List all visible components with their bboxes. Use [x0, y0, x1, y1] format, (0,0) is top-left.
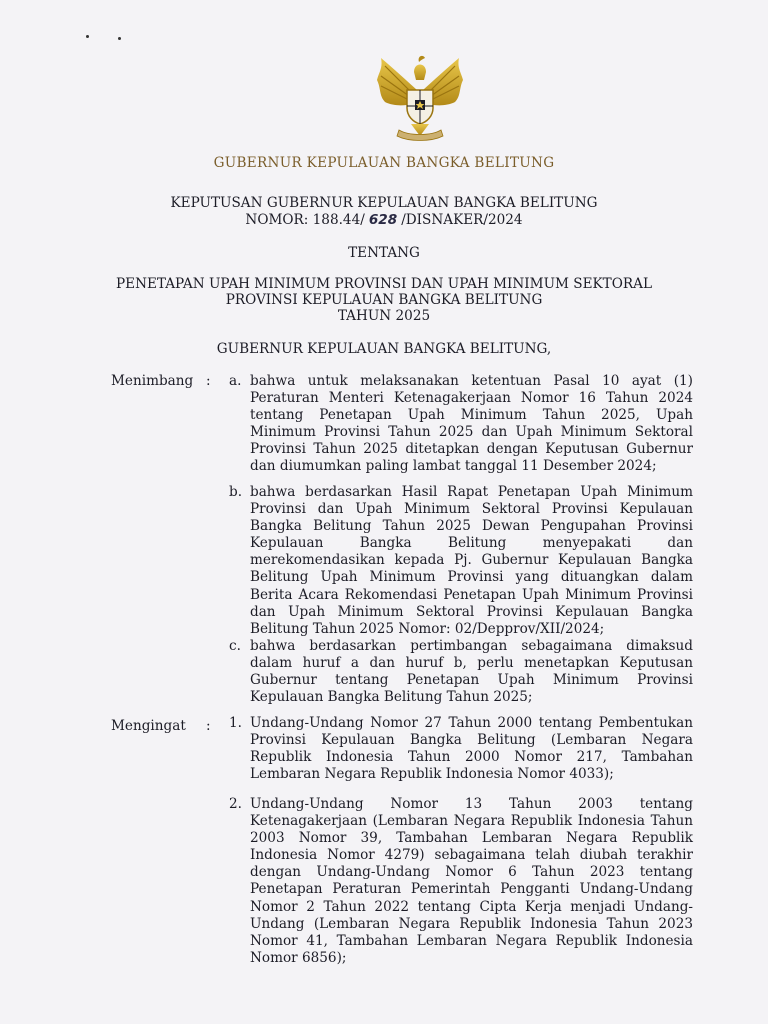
mengingat-colon: : [206, 718, 211, 734]
subject-line-2: PROVINSI KEPULAUAN BANGKA BELITUNG [225, 292, 543, 308]
governor-heading: GUBERNUR KEPULAUAN BANGKA BELITUNG, [216, 341, 552, 357]
decree-number-handwritten: 628 [368, 212, 398, 228]
menimbang-colon: : [206, 373, 211, 389]
mengingat-item-2: Undang-Undang Nomor 13 Tahun 2003 tentang Ketenagakerjaan (Lembaran Negara Republik Indonesia Tahun 2003 Nomor 39, Tambahan Lembaran Negara Republik Indonesia Nomor 4279) sebagaimana telah diubah terakhir dengan Undang-Undang Nomor 6 Tahun 2023 tentang Penetapan Peraturan Pemerintah Pengganti Undang-Undang Nomor 2 Tahun 2022 tentang Cipta Kerja menjadi Undang-Undang (Lembaran Negara Republik Indonesia Tahun 2023 Nomor 41, Tambahan Lembaran Negara Republik Indonesia Nomor 6856); [250, 796, 693, 966]
mengingat-marker-2: 2. [229, 796, 242, 812]
tentang-heading: TENTANG [348, 245, 420, 261]
governor-letterhead: GUBERNUR KEPULAUAN BANGKA BELITUNG [213, 155, 555, 171]
scan-speck [118, 37, 121, 40]
menimbang-marker-c: c. [229, 638, 241, 654]
garuda-emblem-icon [371, 50, 469, 142]
subject-line-1: PENETAPAN UPAH MINIMUM PROVINSI DAN UPAH MINIMUM SEKTORAL [116, 276, 652, 292]
menimbang-item-b: bahwa berdasarkan Hasil Rapat Penetapan Upah Minimum Provinsi dan Upah Minimum Sektoral Provinsi Kepulauan Bangka Belitung Tahun 2025 Dewan Pengupahan Provinsi Kepulauan Bangka Belitung menyepakati dan merekomendasikan kepada Pj. Gubernur Kepulauan Bangka Belitung Upah Minimum Provinsi yang dituangkan dalam Berita Acara Rekomendasi Penetapan Upah Minimum Provinsi dan Upah Minimum Sektoral Provinsi Kepulauan Bangka Belitung Tahun 2025 Nomor: 02/Depprov/XII/2024; [250, 484, 693, 637]
decree-number [0, 212, 768, 229]
menimbang-item-a: bahwa untuk melaksanakan ketentuan Pasal 10 ayat (1) Peraturan Menteri Ketenagakerjaan Nomor 16 Tahun 2024 tentang Penetapan Upah Minimum Tahun 2025, Upah Minimum Provinsi Tahun 2025 dan Upah Minimum Sektoral Provinsi Tahun 2025 ditetapkan dengan Keputusan Gubernur dan diumumkan paling lambat tanggal 11 Desember 2024; [250, 373, 693, 475]
menimbang-marker-a: a. [229, 373, 242, 389]
subject-line-3: TAHUN 2025 [337, 308, 431, 324]
menimbang-marker-b: b. [229, 484, 243, 500]
decree-title: KEPUTUSAN GUBERNUR KEPULAUAN BANGKA BELITUNG [170, 195, 598, 211]
decree-number-suffix: /DISNAKER/2024 [401, 212, 523, 228]
menimbang-label: Menimbang [111, 373, 194, 389]
menimbang-item-c: bahwa berdasarkan pertimbangan sebagaimana dimaksud dalam huruf a dan huruf b, perlu menetapkan Keputusan Gubernur tentang Penetapan Upah Minimum Provinsi Kepulauan Bangka Belitung Tahun 2025; [250, 638, 693, 706]
mengingat-label: Mengingat [111, 718, 186, 734]
decree-number-prefix: NOMOR: 188.44/ [245, 212, 365, 228]
scan-speck [86, 35, 89, 38]
mengingat-item-1: Undang-Undang Nomor 27 Tahun 2000 tentang Pembentukan Provinsi Kepulauan Bangka Belitung (Lembaran Negara Republik Indonesia Tahun 2000 Nomor 217, Tambahan Lembaran Negara Republik Indonesia Nomor 4033); [250, 715, 693, 783]
mengingat-marker-1: 1. [229, 715, 242, 731]
